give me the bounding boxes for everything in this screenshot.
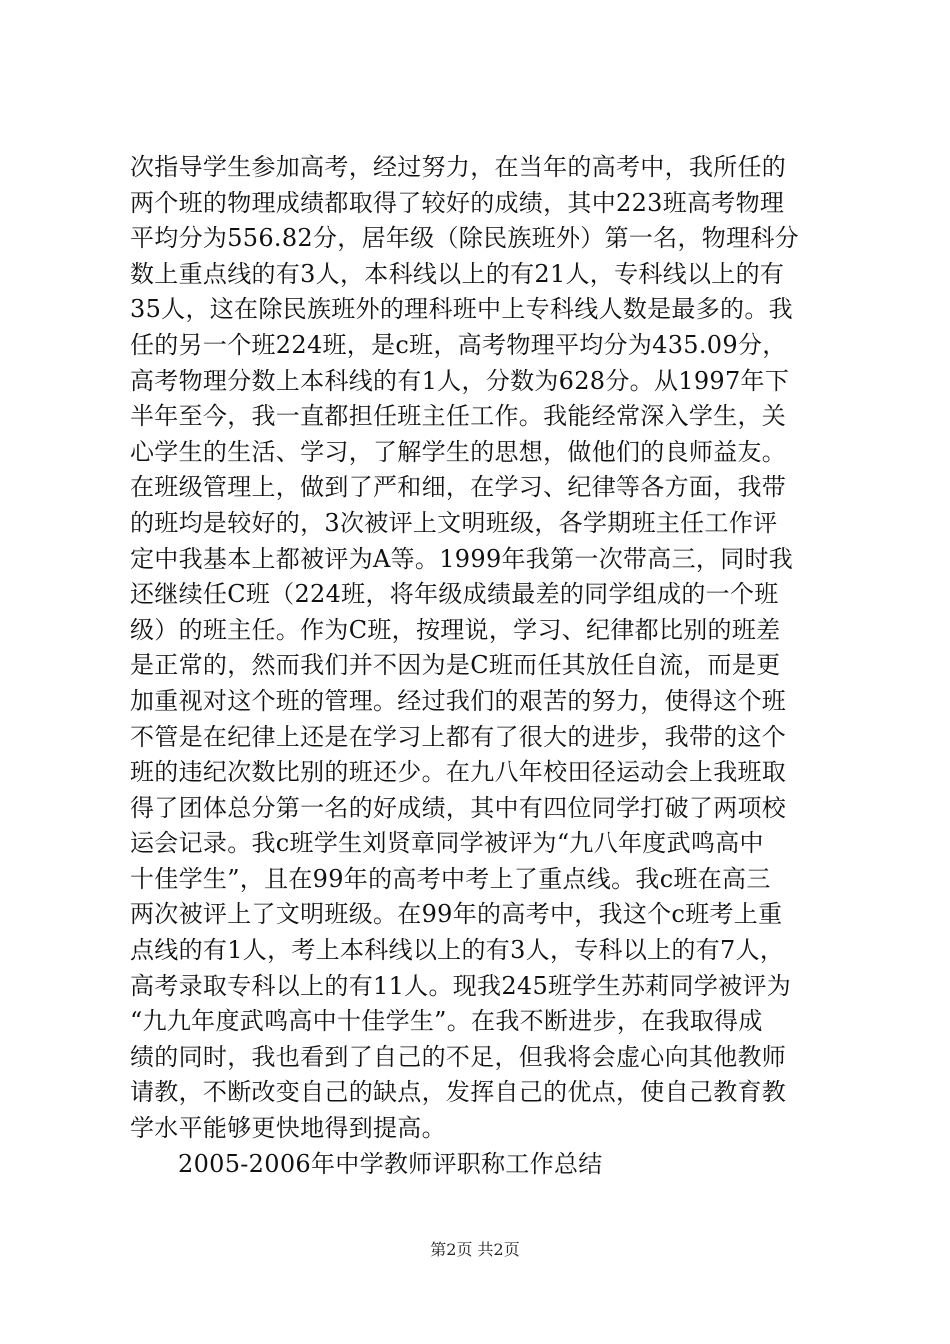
paragraph-line: 请教，不断改变自己的缺点，发挥自己的优点，使自己教育教 [130,1078,787,1107]
paragraph-line: 绩的同时，我也看到了自己的不足，但我将会虚心向其他教师 [130,1042,787,1071]
paragraph-line: 任的另一个班224班，是c班，高考物理平均分为435.09分， [130,330,787,359]
paragraph-line: 班的违纪次数比别的班还少。在九八年校田径运动会上我班取 [130,758,787,787]
closing-title: 2005-2006年中学教师评职称工作总结 [178,1149,603,1178]
paragraph-line: 十佳学生”，且在99年的高考中考上了重点线。我c班在高三 [130,864,771,893]
document-body [130,150,830,1182]
page-number-footer: 第2页 共2页 [430,1240,520,1259]
paragraph-line: 运会记录。我c班学生刘贤章同学被评为“九八年度武鸣高中 [130,829,764,858]
paragraph-line: 还继续任C班（224班，将年级成绩最差的同学组成的一个班 [130,580,779,609]
paragraph-line: 两次被评上了文明班级。在99年的高考中，我这个c班考上重 [130,900,783,929]
paragraph-line: 平均分为556.82分，居年级（除民族班外）第一名，物理科分 [130,224,799,253]
paragraph-line: 不管是在纪律上还是在学习上都有了很大的进步，我带的这个 [130,722,787,751]
paragraph-line: 的班均是较好的，3次被评上文明班级，各学期班主任工作评 [130,508,778,537]
paragraph-line: 是正常的，然而我们并不因为是C班而任其放任自流，而是更 [130,651,781,680]
paragraph-line: 加重视对这个班的管理。经过我们的艰苦的努力，使得这个班 [130,686,787,715]
paragraph-line: 半年至今，我一直都担任班主任工作。我能经常深入学生，关 [130,402,787,431]
paragraph-line: 级）的班主任。作为C班，按理说，学习、纪律都比别的班差 [130,615,781,644]
paragraph-line: 次指导学生参加高考，经过努力，在当年的高考中，我所任的 [130,153,787,181]
paragraph-line: 两个班的物理成绩都取得了较好的成绩，其中223班高考物理 [130,188,785,217]
paragraph-line: 35人，这在除民族班外的理科班中上专科线人数是最多的。我 [130,295,793,324]
paragraph-line: 定中我基本上都被评为A等。1999年我第一次带高三，同时我 [130,544,794,573]
paragraph-line: 在班级管理上，做到了严和细，在学习、纪律等各方面，我带 [130,473,787,502]
paragraph-line: “九九年度武鸣高中十佳学生”。在我不断进步，在我取得成 [130,1007,763,1036]
paragraph-line: 得了团体总分第一名的好成绩，其中有四位同学打破了两项校 [130,793,787,822]
paragraph-line: 点线的有1人，考上本科线以上的有3人，专科以上的有7人， [130,936,785,965]
paragraph-line: 高考物理分数上本科线的有1人，分数为628分。从1997年下 [130,366,790,395]
paragraph-line: 高考录取专科以上的有11人。现我245班学生苏莉同学被评为 [130,971,792,1000]
paragraph-line: 心学生的生活、学习，了解学生的思想，做他们的良师益友。 [130,437,787,466]
paragraph-line: 学水平能够更快地得到提高。 [130,1114,446,1143]
paragraph-line: 数上重点线的有3人，本科线以上的有21人，专科线以上的有 [130,259,785,288]
